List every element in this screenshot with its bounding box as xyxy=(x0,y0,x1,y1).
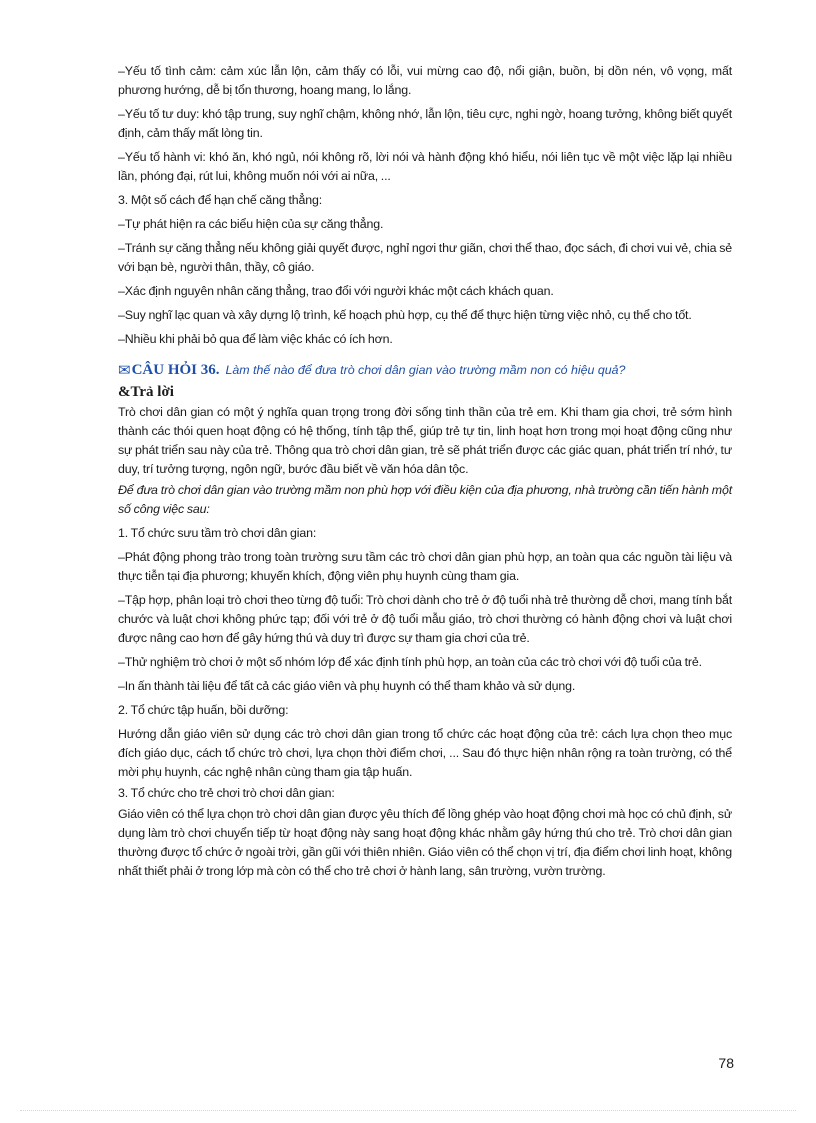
envelope-icon: ✉ xyxy=(118,361,131,379)
section-3-text: Giáo viên có thể lựa chọn trò chơi dân gian được yêu thích để lồng ghép vào hoạt động chơi mà học có chủ định, sử dụng làm trò chơi chuyển tiếp từ hoạt động này sang hoạt động khác nhằm gây hứng thú cho trẻ. Trò chơi dân gian thường được tổ chức ở ngoài trời, gần gũi với thiên nhiên. Giáo viên có thể chọn vị trí, địa điểm chơi linh hoạt, không nhất thiết phải ở trong lớp mà còn có thể cho trẻ chơi ở hành lang, sân trường, vườn trường. xyxy=(118,807,732,878)
intro-italic-paragraph: Để đưa trò chơi dân gian vào trường mầm non phù hợp với điều kiện của địa phương, nhà trường cần tiến hành một số công việc sau: xyxy=(118,483,732,516)
list-item: – Tự phát hiện ra các biểu hiện của sự căng thẳng. xyxy=(118,215,732,234)
list-item-thinking: – Yếu tố tư duy: khó tập trung, suy nghĩ chậm, không nhớ, lẫn lộn, tiêu cực, nghi ngờ, hoang tưởng, không biết quyết định, cảm thấy mất lòng tin. xyxy=(118,105,732,143)
document-page xyxy=(118,62,732,886)
list-item: – Xác định nguyên nhân căng thẳng, trao đổi với người khác một cách khách quan. xyxy=(118,282,732,301)
list-item: – Phát động phong trào trong toàn trường sưu tầm các trò chơi dân gian phù hợp, an toàn qua các nguồn tài liệu và thực tiễn tại địa phương; khuyến khích, động viên phụ huynh cùng tham gia. xyxy=(118,548,732,586)
page-number: 78 xyxy=(718,1055,734,1071)
section-1-title: 1. Tổ chức sưu tầm trò chơi dân gian: xyxy=(118,526,317,540)
list-item: – Suy nghĩ lạc quan và xây dựng lộ trình, kế hoạch phù hợp, cụ thể để thực hiện từng việc nhỏ, cụ thể cho tốt. xyxy=(118,306,732,325)
intro-paragraph: Trò chơi dân gian có một ý nghĩa quan trọng trong đời sống tinh thần của trẻ em. Khi tham gia chơi, trẻ sớm hình thành các thói quen hoạt động có hệ thống, tính tập thể, giúp trẻ tự tin, linh hoạt hơn trong mọi hoạt động cũng như sự phát triển sau này của trẻ. Thông qua trò chơi dân gian, trẻ sẽ phát triển được các giác quan, phát triển trí nhớ, tư duy, trí tưởng tượng, ngôn ngữ, bước đầu biết về văn hóa dân tộc. xyxy=(118,405,732,476)
list-item-behavior: – Yếu tố hành vi: khó ăn, khó ngủ, nói không rõ, lời nói và hành động khó hiểu, nói liên tục về một việc lặp lại nhiều lần, phóng đại, rút lui, không muốn nói với ai nữa, ... xyxy=(118,148,732,186)
section-2-text: Hướng dẫn giáo viên sử dụng các trò chơi dân gian trong tổ chức các hoạt động của trẻ: cách lựa chọn theo mục đích giáo dục, cách tổ chức trò chơi, lựa chọn thời điểm chơi, ... Sau đó thực hiện nhân rộng ra toàn trường, có thể mời phụ huynh, các nghệ nhân cùng tham gia tập huấn. xyxy=(118,727,732,779)
section-3-title: 3. Tổ chức cho trẻ chơi trò chơi dân gian: xyxy=(118,786,335,800)
list-item: – Thử nghiệm trò chơi ở một số nhóm lớp để xác định tính phù hợp, an toàn của các trò chơi với độ tuổi của trẻ. xyxy=(118,653,732,672)
section-2-title: 2. Tổ chức tập huấn, bồi dưỡng: xyxy=(118,703,289,717)
ampersand-icon: & xyxy=(118,384,131,400)
list-item: – In ấn thành tài liệu để tất cả các giáo viên và phụ huynh có thể tham khảo và sử dụng. xyxy=(118,677,732,696)
list-item: – Nhiều khi phải bỏ qua để làm việc khác có ích hơn. xyxy=(118,330,732,349)
heading-stress-reduction: 3. Một số cách để hạn chế căng thẳng: xyxy=(118,193,322,207)
question-label: CÂU HỎI 36. xyxy=(131,362,220,378)
question-heading xyxy=(118,359,732,379)
list-item: – Tránh sự căng thẳng nếu không giải quyết được, nghỉ ngơi thư giãn, chơi thể thao, đọc sách, đi chơi vui vẻ, chia sẻ với bạn bè, người thân, thầy, cô giáo. xyxy=(118,239,732,277)
footer-divider xyxy=(20,1110,796,1111)
list-item-emotion: – Yếu tố tình cảm: cảm xúc lẫn lộn, cảm thấy có lỗi, vui mừng cao độ, nổi giận, buồn, bị dồn nén, vô vọng, mất phương hướng, dễ bị tổn thương, hoang mang, lo lắng. xyxy=(118,62,732,100)
list-item: – Tập hợp, phân loại trò chơi theo từng độ tuổi: Trò chơi dành cho trẻ ở độ tuổi nhà trẻ thường dễ chơi, mang tính bắt chước và luật chơi không phức tạp; đối với trẻ ở độ tuổi mẫu giáo, trò chơi thường có hành động chơi và luật chơi được nâng cao hơn để gây hứng thú và duy trì được sự tham gia chơi của trẻ. xyxy=(118,591,732,648)
answer-heading xyxy=(118,379,732,401)
answer-label: Trả lời xyxy=(130,384,174,400)
question-text: Làm thế nào để đưa trò chơi dân gian vào trường mầm non có hiệu quả? xyxy=(225,363,626,377)
